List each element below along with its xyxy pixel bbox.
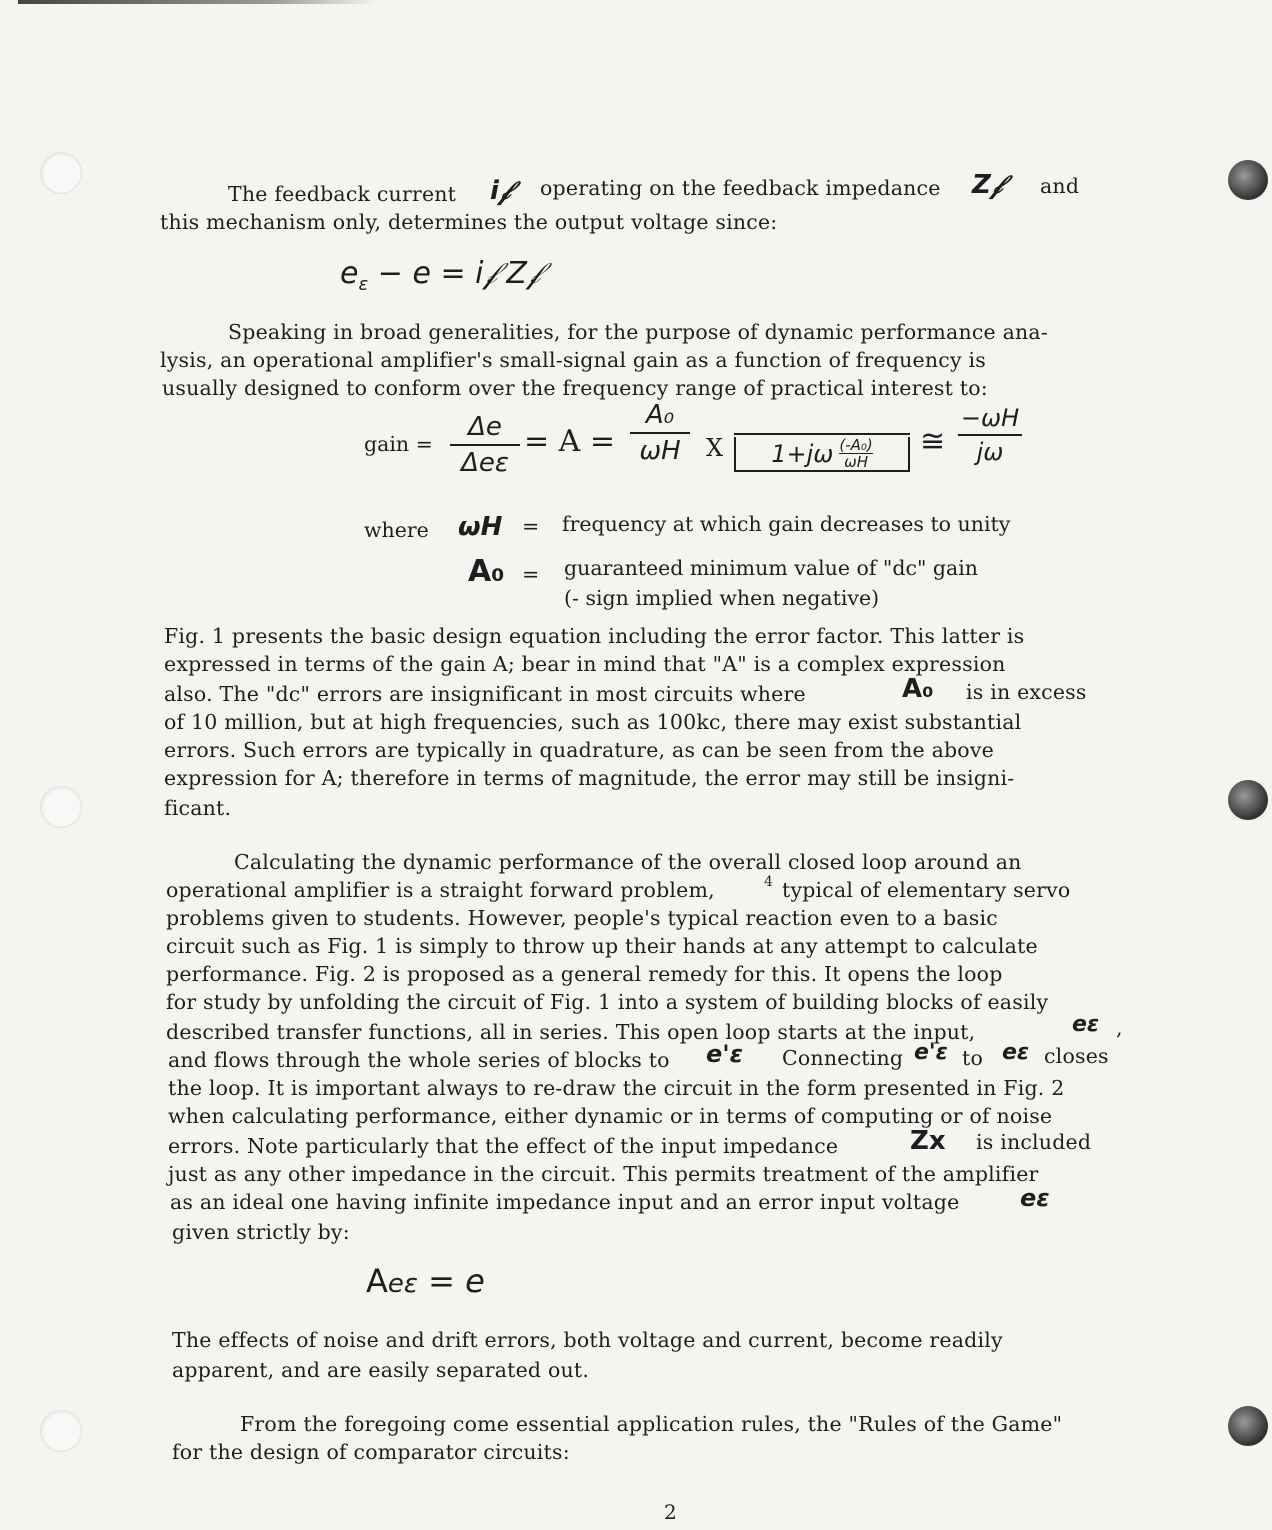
gain-label: gain =: [364, 432, 433, 456]
binder-hole-icon: [1228, 780, 1268, 820]
eq2-e-sub: eε: [387, 1269, 418, 1299]
eq-rhs: i𝒻 Z𝒻: [475, 256, 541, 291]
text-line: this mechanism only, determines the output voltage since:: [160, 210, 778, 234]
text-line: given strictly by:: [172, 1220, 350, 1244]
text-line: when calculating performance, either dynamic or in terms of computing or of noise: [168, 1104, 1053, 1128]
text-line: the loop. It is important always to re-draw the circuit in the form presented in Fig. 2: [168, 1076, 1065, 1100]
text-line: errors. Such errors are typically in quadrature, as can be seen from the above: [164, 738, 994, 762]
equals-sign: =: [522, 562, 540, 586]
frac-den: Δeε: [461, 448, 509, 478]
symbol-ee: eε: [1002, 1040, 1030, 1065]
text-line: errors. Note particularly that the effect of the input impedance: [168, 1134, 839, 1158]
frac-num: A₀: [645, 400, 675, 430]
approx-sign: ≅: [920, 424, 946, 459]
fraction-a0-wh: [630, 400, 690, 466]
frac-num: −ωH: [960, 404, 1020, 432]
frac-den: ωH: [639, 436, 681, 466]
eq2-equals: =: [428, 1262, 455, 1300]
text-line: described transfer functions, all in series. This open loop starts at the input,: [166, 1020, 976, 1044]
definition-a0: guaranteed minimum value of "dc" gain: [564, 556, 979, 580]
eq-equals: =: [440, 256, 466, 291]
binder-hole-icon: [1228, 160, 1268, 200]
frac-den: jω: [976, 438, 1004, 466]
text-line: and: [1040, 174, 1080, 198]
binder-hole-icon: [40, 152, 82, 194]
footnote-ref: 4: [764, 874, 774, 890]
text-line: just as any other impedance in the circuit. This permits treatment of the amplifier: [168, 1162, 1039, 1186]
frac-num: [734, 402, 910, 427]
text-line: as an ideal one having infinite impedance input and an error input voltage: [170, 1190, 960, 1214]
text-line: From the foregoing come essential application rules, the "Rules of the Game": [240, 1412, 1063, 1436]
equals-sign: =: [522, 514, 540, 538]
text-line: is in excess: [966, 680, 1087, 704]
text-line: Calculating the dynamic performance of the overall closed loop around an: [234, 850, 1022, 874]
text-line: operational amplifier is a straight forward problem,: [166, 878, 715, 902]
symbol-zf: Z𝒻: [972, 170, 1003, 200]
text-line: Fig. 1 presents the basic design equation including the error factor. This latter is: [164, 624, 1025, 648]
definition-wh: frequency at which gain decreases to unity: [562, 512, 1011, 536]
scan-edge-line: [18, 0, 378, 4]
binder-hole-icon: [40, 1410, 82, 1452]
text-line: ficant.: [164, 796, 232, 820]
symbol-ee-prime: e'ε: [914, 1040, 948, 1065]
symbol-a0: A₀: [902, 674, 934, 704]
text-line: of 10 million, but at high frequencies, such as 100kc, there may exist substantial: [164, 710, 1022, 734]
frac-den-den: ωH: [839, 453, 872, 470]
text-line: problems given to students. However, people's typical reaction even to a basic: [166, 906, 998, 930]
eq-lhs: e: [340, 256, 359, 291]
binder-hole-icon: [1228, 1406, 1268, 1446]
symbol-wh: ωH: [458, 512, 503, 542]
text-line: performance. Fig. 2 is proposed as a general remedy for this. It opens the loop: [166, 962, 1003, 986]
page-number: 2: [664, 1500, 677, 1524]
times-sign: X: [706, 434, 724, 462]
text-line: lysis, an operational amplifier's small-signal gain as a function of frequency is: [160, 348, 986, 372]
text-line: usually designed to conform over the frequency range of practical interest to:: [162, 376, 988, 400]
text-line: apparent, and are easily separated out.: [172, 1358, 590, 1382]
text-line: for study by unfolding the circuit of Fig. 1 into a system of building blocks of easily: [166, 990, 1049, 1014]
text-line: is included: [976, 1130, 1092, 1154]
fraction-wh-jw: [958, 404, 1022, 466]
eq-lhs-sub: ε: [358, 274, 369, 295]
eq-e: e: [412, 256, 431, 291]
eq2-e: e: [465, 1262, 485, 1300]
binder-hole-icon: [40, 786, 82, 828]
text-line: expressed in terms of the gain A; bear in mind that "A" is a complex expression: [164, 652, 1006, 676]
text-line: for the design of comparator circuits:: [172, 1440, 570, 1464]
text-line: closes: [1044, 1044, 1109, 1068]
text-line: operating on the feedback impedance: [540, 176, 941, 200]
equation-1: [340, 256, 540, 295]
text-line: expression for A; therefore in terms of magnitude, the error may still be insigni-: [164, 766, 1015, 790]
eq2-A: A: [366, 1262, 388, 1300]
symbol-if: i𝒻: [490, 176, 511, 206]
text-line: to: [962, 1046, 983, 1070]
symbol-ee: eε: [1020, 1184, 1050, 1212]
symbol-ee: eε: [1072, 1012, 1100, 1037]
text-line: Speaking in broad generalities, for the purpose of dynamic performance ana-: [228, 320, 1048, 344]
text-line: ,: [1116, 1016, 1123, 1040]
frac-den-a: 1+jω: [771, 439, 834, 468]
where-label: where: [364, 518, 429, 542]
equation-2: [366, 1262, 485, 1300]
text-line: The effects of noise and drift errors, both voltage and current, become readily: [172, 1328, 1003, 1352]
eq-equals-a: = A =: [524, 424, 616, 459]
symbol-a0: A₀: [468, 554, 505, 589]
eq-minus: −: [377, 256, 403, 291]
fraction-de: [450, 412, 520, 478]
symbol-ee-prime: e'ε: [706, 1040, 743, 1068]
text-line: Connecting: [782, 1046, 904, 1070]
fraction-denominator: [734, 402, 910, 472]
text-line: The feedback current: [228, 182, 457, 206]
text-line: also. The "dc" errors are insignificant in most circuits where: [164, 682, 806, 706]
definition-a0-note: (- sign implied when negative): [564, 586, 880, 610]
text-line: and flows through the whole series of blocks to: [168, 1048, 670, 1072]
frac-num: Δe: [468, 412, 502, 442]
frac-den-num: (-A₀): [839, 436, 873, 454]
symbol-zx: Zx: [910, 1126, 946, 1156]
text-line: typical of elementary servo: [782, 878, 1071, 902]
text-line: circuit such as Fig. 1 is simply to throw up their hands at any attempt to calculate: [166, 934, 1038, 958]
